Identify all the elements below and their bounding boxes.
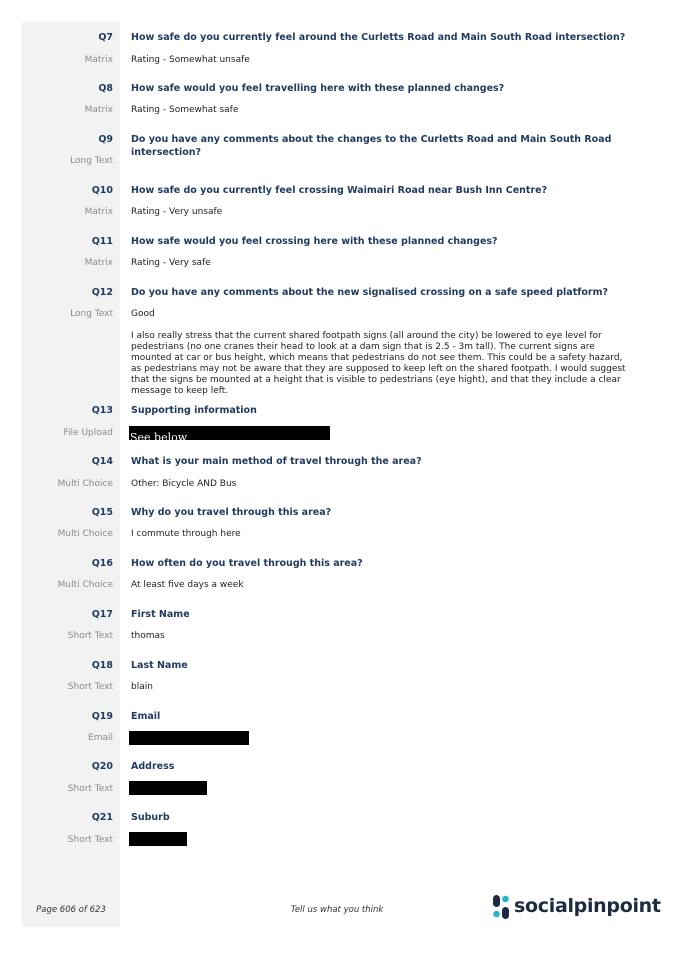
question-title: Why do you travel through this area? — [131, 507, 332, 518]
question-title: How safe do you currently feel crossing Waimairi Road near Bush Inn Centre? — [131, 185, 548, 196]
question-type: File Upload — [63, 428, 113, 438]
question-title: How often do you travel through this area? — [131, 558, 363, 569]
question-type: Matrix — [84, 55, 113, 65]
question-number: Q16 — [91, 558, 113, 569]
question-number: Q15 — [91, 507, 113, 518]
answer-text: Rating - Somewhat unsafe — [131, 55, 250, 65]
question-title: Do you have any comments about the new signalised crossing on a safe speed platform? — [131, 287, 609, 298]
redacted-file-upload — [129, 426, 330, 444]
answer-text: Rating - Very safe — [131, 258, 211, 268]
question-type: Multi Choice — [57, 529, 113, 539]
question-number: Q18 — [91, 660, 113, 671]
question-title: How safe would you feel travelling here with these planned changes? — [131, 83, 505, 94]
answer-text: I commute through here — [131, 529, 241, 539]
question-number: Q21 — [91, 812, 113, 823]
question-number: Q14 — [91, 456, 113, 467]
answer-paragraph: I also really stress that the current shared footpath signs (all around the city) be lowered to eye level for pedestrians (no one cranes their head to look at a dam sign that is 2.5 - 3m tall). The current signs are mounted at car or bus height, which means that pedestrians do not see them. This could be a safety hazard, as pedestrians may not be aware that they are supposed to keep left on the shared footpath. I would suggest that the signs be mounted at a height that is visible to pedestrians (eye hight), and that they include a clear message to keep left. — [131, 331, 626, 396]
redacted-file-label: See below — [130, 431, 188, 444]
question-title: Suburb — [131, 812, 170, 823]
question-type: Short Text — [67, 631, 113, 641]
question-number: Q9 — [98, 134, 113, 145]
question-number: Q7 — [98, 32, 113, 43]
pinpoint-logo-icon — [492, 894, 510, 920]
footer-tagline: Tell us what you think — [290, 905, 384, 915]
question-number: Q20 — [91, 761, 113, 772]
redacted-suburb — [129, 832, 187, 846]
answer-text: blain — [131, 682, 153, 692]
answer-text: Rating - Very unsafe — [131, 207, 223, 217]
answer-text: Other: Bicycle AND Bus — [131, 479, 237, 489]
answer-text: Good — [131, 309, 155, 319]
question-type: Multi Choice — [57, 580, 113, 590]
question-type: Matrix — [84, 207, 113, 217]
question-number: Q19 — [91, 711, 113, 722]
question-type: Long Text — [70, 309, 113, 319]
question-type: Matrix — [84, 105, 113, 115]
question-title: Email — [131, 711, 161, 722]
redacted-address — [129, 781, 207, 795]
question-number: Q10 — [91, 185, 113, 196]
question-number: Q17 — [91, 609, 113, 620]
question-number: Q12 — [91, 287, 113, 298]
question-number: Q11 — [91, 236, 113, 247]
answer-text: At least five days a week — [131, 580, 244, 590]
question-type: Short Text — [67, 784, 113, 794]
answer-text: Rating - Somewhat safe — [131, 105, 239, 115]
answer-text: thomas — [131, 631, 165, 641]
question-type: Short Text — [67, 835, 113, 845]
question-number: Q8 — [98, 83, 113, 94]
question-title: Last Name — [131, 660, 188, 671]
question-type: Multi Choice — [57, 479, 113, 489]
question-type: Short Text — [67, 682, 113, 692]
question-type: Matrix — [84, 258, 113, 268]
question-title: Do you have any comments about the changes to the Curletts Road and Main South Road intersection? — [131, 134, 612, 158]
logo-text: socialpinpoint — [514, 895, 661, 917]
question-number: Q13 — [91, 405, 113, 416]
question-type: Email — [88, 733, 113, 743]
question-title: First Name — [131, 609, 190, 620]
page-number: Page 606 of 623 — [36, 905, 106, 915]
question-type: Long Text — [70, 156, 113, 166]
question-title: How safe would you feel crossing here with these planned changes? — [131, 236, 498, 247]
redacted-email — [129, 731, 249, 745]
question-title: Address — [131, 761, 175, 772]
question-title: What is your main method of travel through the area? — [131, 456, 422, 467]
question-title: Supporting information — [131, 405, 257, 416]
question-title: How safe do you currently feel around the Curletts Road and Main South Road intersection? — [131, 32, 626, 43]
